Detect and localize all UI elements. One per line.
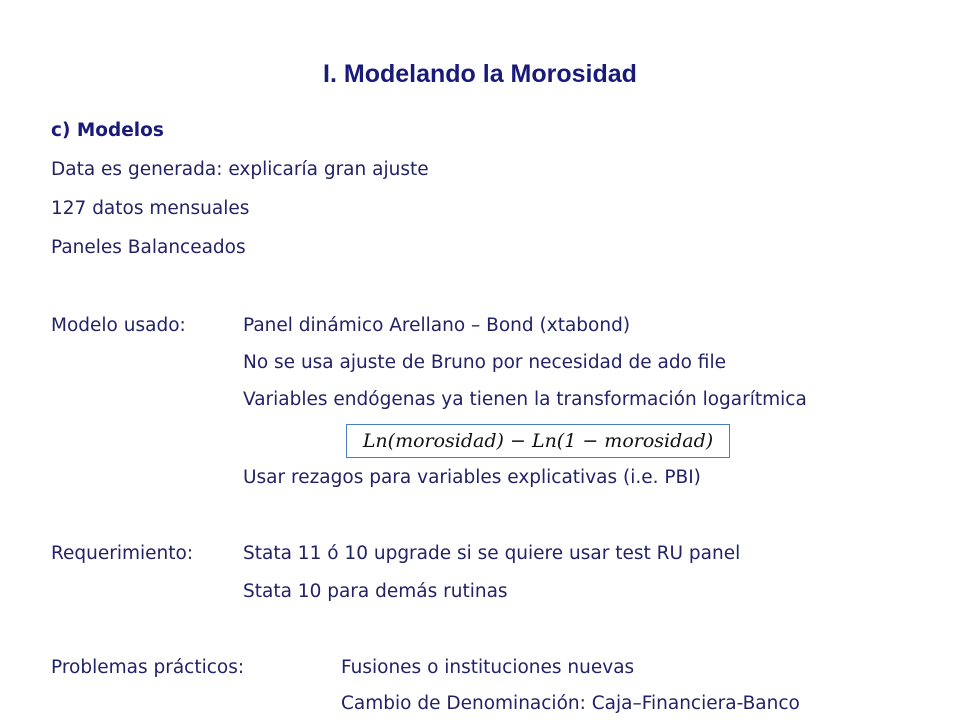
- intro-line: Paneles Balanceados: [51, 237, 246, 258]
- problemas-label: Problemas prácticos:: [51, 657, 245, 678]
- modelo-item: Panel dinámico Arellano – Bond (xtabond): [243, 315, 631, 336]
- modelo-item: Variables endógenas ya tienen la transformación logarítmica: [243, 389, 807, 410]
- modelo-label: Modelo usado:: [51, 315, 186, 336]
- slide-title: I. Modelando la Morosidad: [323, 60, 637, 88]
- formula: Ln(morosidad) − Ln(1 − morosidad): [362, 430, 714, 452]
- requerimiento-item: Stata 10 para demás rutinas: [243, 581, 508, 602]
- intro-line: 127 datos mensuales: [51, 198, 250, 219]
- requerimiento-item: Stata 11 ó 10 upgrade si se quiere usar test RU panel: [243, 543, 741, 564]
- modelo-extra: Usar rezagos para variables explicativas (i.e. PBI): [243, 467, 701, 488]
- formula-box: [346, 424, 730, 458]
- problemas-item: Cambio de Denominación: Caja–Financiera-Banco: [341, 693, 800, 714]
- requerimiento-label: Requerimiento:: [51, 543, 194, 564]
- section-heading: c) Modelos: [51, 120, 164, 141]
- intro-line: Data es generada: explicaría gran ajuste: [51, 159, 429, 180]
- modelo-item: No se usa ajuste de Bruno por necesidad de ado file: [243, 352, 726, 373]
- problemas-item: Fusiones o instituciones nuevas: [341, 657, 635, 678]
